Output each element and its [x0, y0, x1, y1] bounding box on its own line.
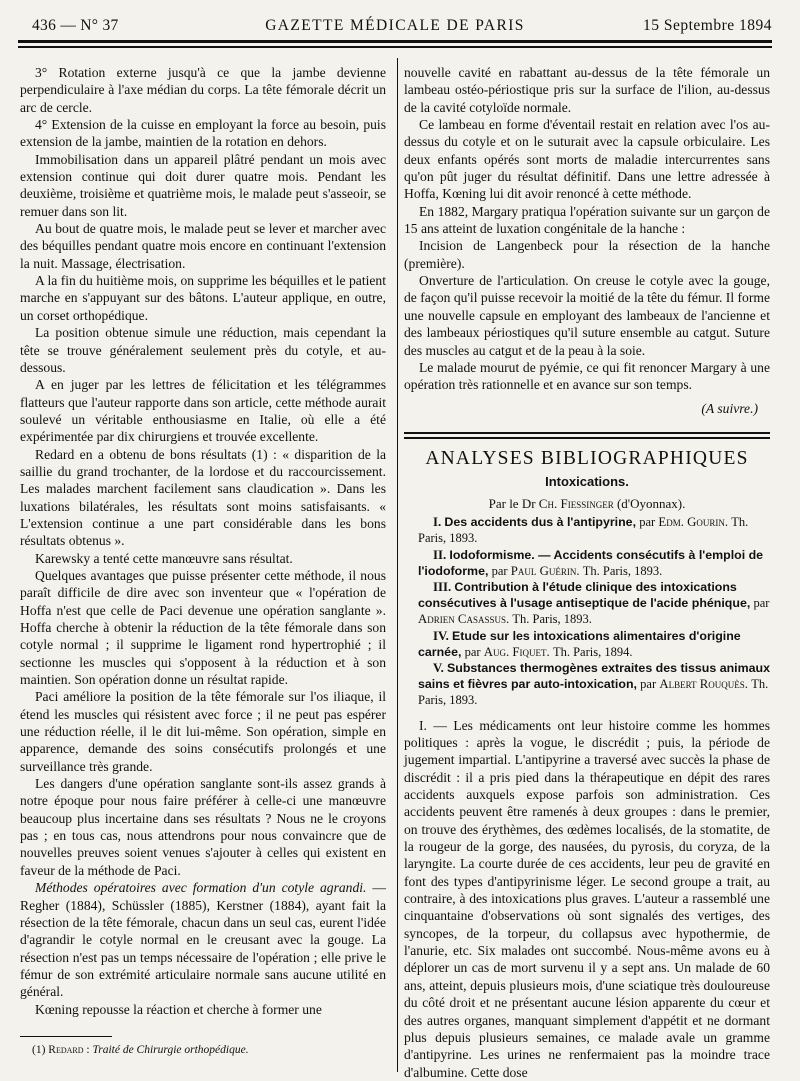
- reference-item: I. Des accidents dus à l'antipyrine, par Edm. Gourin. Th. Paris, 1893.: [418, 515, 749, 546]
- reference-list: [404, 514, 770, 708]
- page-number: 436 — N° 37: [32, 17, 119, 34]
- reference-item: II. Iodoformisme. — Accidents consécutifs à l'emploi de l'iodoforme, par Paul Guérin. Th. Paris, 1893.: [418, 547, 764, 578]
- byline-place: (d'Oyonnax).: [616, 495, 686, 511]
- byline: [404, 495, 770, 512]
- footnote-title: Traité de Chirurgie orthopédique.: [92, 1044, 249, 1056]
- header-rule-top: [18, 40, 772, 43]
- paragraph: Quelques avantages que puisse présenter cette méthode, il nous paraît difficile de dire avec son inventeur que « l'opération de Hoffa n'est que celle de Paci devenue une opération sanglante ». Hoffa cherche à obtenir la réduction de la tête fémorale dans son cotyle normal ; il supprime le ligament rond hypertrophié ; il sectionne les muscles qui s'opposent à la réduction et à son maintien. Son opération donne un résultat rapide.: [20, 567, 386, 688]
- paragraph-text: — Regher (1884), Schüssler (1885), Kerstner (1884), ayant fait la résection de la tête fémorale, chacun dans un seul cas, eurent l'idée d'agrandir le cotyle normal en le creusant avec la gouge. La résection n'est pas un temps nécessaire de l'opération ; elle prive le fémur de son extrémité articulaire normale sans aucune utilité en général.: [20, 880, 386, 1000]
- paragraph: Kœning repousse la réaction et cherche à former une: [35, 1001, 322, 1017]
- paragraph: A en juger par les lettres de félicitation et les télégrammes flatteurs que l'auteur rapporte dans son article, cette méthode aurait soulevé un véritable enthousiasme en Italie, où elle a été expérimentée par dix chirurgiens et trouvée excellente.: [20, 377, 386, 445]
- journal-title: GAZETTE MÉDICALE DE PARIS: [265, 17, 525, 34]
- paragraph: Ce lambeau en forme d'éventail restait en relation avec l'os au-dessus du cotyle et on le suturait avec la capsule orbiculaire. Les deux enfants opérés sont morts de maladie intercurrentes sans qu'on pût juger du résultat définitif. Dans une lettre adressée à Hoffa, Kœning lui dit avoir renoncé à cette méthode.: [404, 117, 770, 202]
- paragraph: Onverture de l'articulation. On creuse le cotyle avec la gouge, de façon qu'il puisse recevoir la moitié de la tête du fémur. Il forme une nouvelle capsule en employant des lambeaux de l'ancienne et des lambeaux périostiques qu'il suture ensemble au catgut. Suture des muscles au catgut et de la peau à la soie.: [404, 273, 770, 358]
- reference-item: III. Contribution à l'étude clinique des intoxications consécutives à l'usage antiseptique de l'acide phénique, par Adrien Casassus. Th. Paris, 1893.: [418, 580, 770, 627]
- byline-prefix: Par le Dr: [488, 495, 536, 511]
- section-rule-top: [404, 432, 770, 434]
- reference-item: V. Substances thermogènes extraites des tissus animaux sains et fièvres par auto-intoxication, par Albert Rouquès. Th. Paris, 1893.: [418, 661, 770, 708]
- paragraph: Paci améliore la position de la tête fémorale sur l'os iliaque, il étend les muscles qui résistent avec force ; il ne peut pas espérer une réduction réelle, il le dit lui-même. Son opération, simple en apparence, demande des soins consécutifs prolongés et une surveillance très grande.: [20, 689, 386, 774]
- paragraph: Incision de Langenbeck pour la résection de la hanche (première).: [404, 238, 770, 271]
- paragraph: Les dangers d'une opération sanglante sont-ils assez grands à notre époque pour nous faire préférer à celle-ci une manœuvre beaucoup plus incertaine dans ses résultats ? Nous ne le croyons pas ; en tous cas, nous attendrons pour nous convaincre que de nouvelles preuves soient venues s'ajouter à celles qui existent en faveur de la méthode de Paci.: [20, 776, 386, 878]
- column-divider: [397, 58, 398, 1072]
- paragraph: Le malade mourut de pyémie, ce qui fit renoncer Margary à une opération très rationnelle et en avance sur son temps.: [404, 359, 770, 393]
- footnote-author: Redard :: [48, 1044, 90, 1056]
- section-lead-italic: Méthodes opératoires avec formation d'un cotyle agrandi.: [35, 880, 367, 896]
- paragraph: Karewsky a tenté cette manœuvre sans résultat.: [35, 550, 293, 566]
- paragraph: En 1882, Margary pratiqua l'opération suivante sur un garçon de 15 ans atteint de luxation congénitale de la hanche :: [404, 203, 770, 237]
- paragraph: nouvelle cavité en rabattant au-dessus de la tête fémorale un lambeau ostéo-périostique pris sur la surface de l'ilion, au-dessus de la cavité cotyloïde normale.: [404, 65, 770, 115]
- paragraph: Redard en a obtenu de bons résultats (1) : « disparition de la saillie du grand trochanter, de la lordose et du raccourcissement. Les malades marchent facilement sans claudication ». Dans les luxations bilatérales, les résultats sont moins satisfaisants. « L'extension continue a une part considérable dans les bons résultats obtenus ».: [20, 446, 386, 549]
- footnote: [32, 1044, 249, 1056]
- paragraph: La position obtenue simule une réduction, mais cependant la tête se trouve généralement seulement près du cotyle, et au-dessous.: [20, 325, 386, 375]
- footnote-marker: (1): [32, 1044, 46, 1056]
- reference-item: IV. Etude sur les intoxications alimentaires d'origine carnée, par Aug. Fiquet. Th. Paris, 1894.: [418, 628, 741, 659]
- footnote-rule: [20, 1036, 112, 1037]
- analysis-paragraph: I. — Les médicaments ont leur histoire comme les hommes politiques : après la vogue, le discrédit ; puis, la période de jugement impartial. L'antipyrine a traversé avec succès la phase de discrédit : il a pris pied dans la thérapeutique en dépit des rares accidents auxquels expose parfois son administration. Ces accidents peuvent être ramenés à deux groupes : dans le premier, on trouve des érythèmes, des œdèmes localisés, de la stomatite, de la rougeur de la gorge, des nausées, du pyrosis, du coryza, de la laryngite. La courte durée de ces accidents, leur peu de gravité en font des types d'antipyrinisme léger. Le second groupe a trait, au contraire, à des intoxications plus graves. L'auteur a rassemblé une cinquantaine d'observations où sont signalés des vertiges, des syncopes, de la torpeur, du collapsus avec hypothermie, de l'anurie, etc. Six malades ont succombé. Nous-même avons eu à déplorer un cas de mort survenu il y a sept ans. Un malade de 60 ans, atteint, depuis plusieurs mois, d'une sciatique très douloureuse du côté droit et ne présentant aucune lésion apparente du cœur et des autres organes, manquant simplement d'appétit et ne dormant plus depuis plusieurs semaines, ce malade avale un gramme d'antipyrine. Les urines ne renfermaient pas la moindre trace d'albumine. Cette dose: [404, 717, 770, 1080]
- section-subtitle: Intoxications.: [545, 473, 629, 489]
- paragraph: Immobilisation dans un appareil plâtré pendant un mois avec extension continue qui doit durer quatre mois. Pendant les deuxième, troisième et quatrième mois, le malade peut s'asseoir, se remuer dans son lit.: [20, 151, 386, 219]
- issue-date: 15 Septembre 1894: [642, 17, 772, 34]
- right-column: [404, 64, 770, 1081]
- left-column: [20, 64, 386, 1018]
- page-header: [18, 17, 772, 35]
- to-be-continued: (A suivre.): [701, 400, 758, 416]
- paragraph: 3° Rotation externe jusqu'à ce que la jambe devienne perpendiculaire à l'axe médian du corps. La tête fémorale décrit un arc de cercle.: [20, 65, 386, 115]
- byline-author: Ch. Fiessinger: [538, 495, 614, 511]
- section-title: ANALYSES BIBLIOGRAPHIQUES: [425, 447, 749, 469]
- paragraph: [20, 879, 386, 1000]
- paragraph: Au bout de quatre mois, le malade peut se lever et marcher avec des béquilles pendant quatre mois encore en continuant l'extension la nuit. Massage, électrisation.: [20, 221, 386, 271]
- paragraph: A la fin du huitième mois, on supprime les béquilles et le patient marche en s'appuyant sur des bâtons. L'auteur applique, en outre, un corset orthopédique.: [20, 273, 386, 323]
- section-rule-bottom: [404, 437, 770, 439]
- paragraph: 4° Extension de la cuisse en employant la force au besoin, puis extension de la jambe, maintien de la rotation en dehors.: [20, 117, 386, 150]
- header-rule-bottom: [18, 46, 772, 48]
